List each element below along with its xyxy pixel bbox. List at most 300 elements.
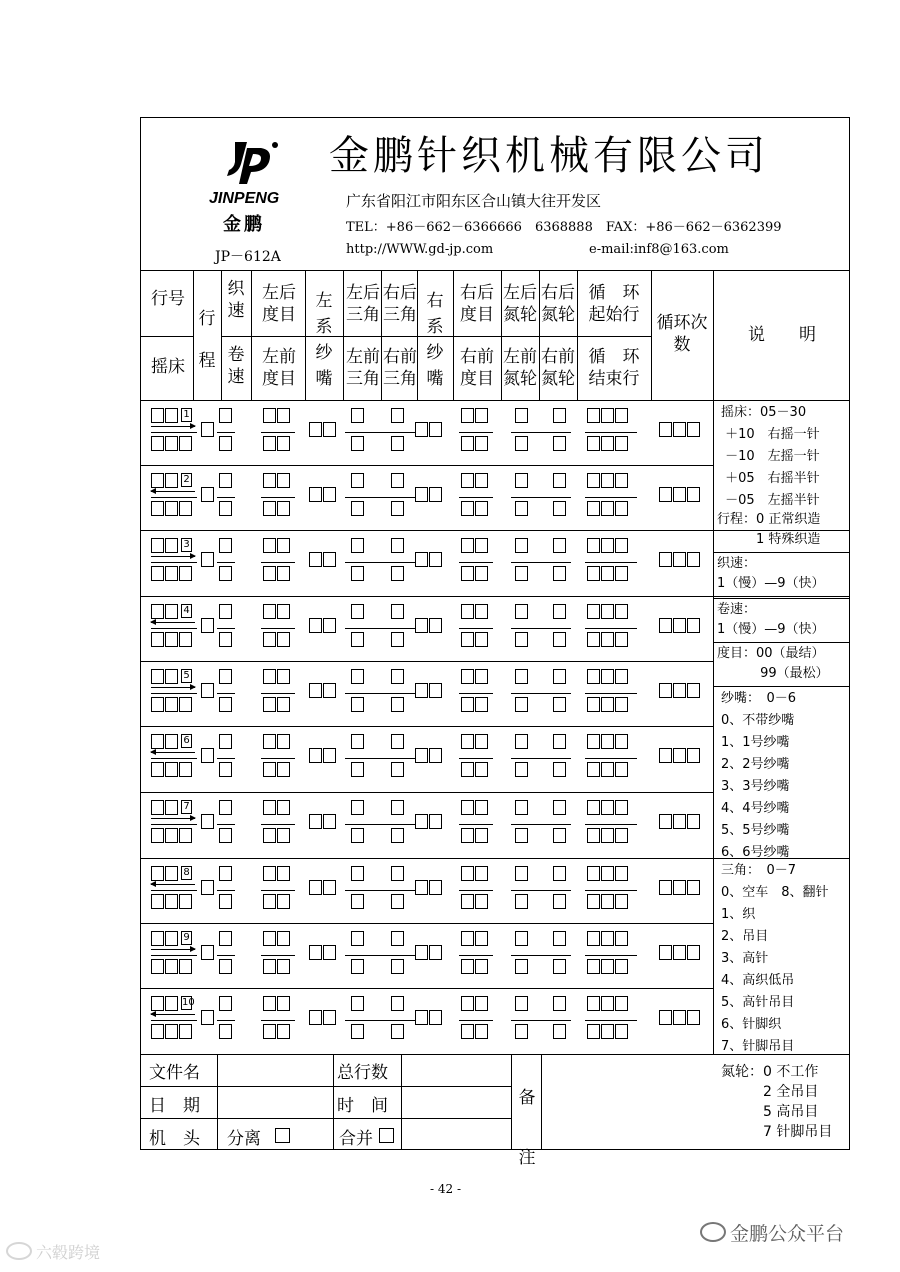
loop-start-boxes[interactable]: [587, 996, 629, 1011]
roll-speed-box[interactable]: [219, 959, 233, 974]
shaker-boxes[interactable]: [151, 828, 193, 843]
entry-box[interactable]: [309, 422, 322, 437]
entry-box[interactable]: [263, 734, 276, 749]
entry-box[interactable]: [391, 632, 404, 647]
row-number-boxes[interactable]: [151, 473, 179, 488]
entry-box[interactable]: [553, 959, 566, 974]
entry-box[interactable]: [475, 697, 488, 712]
entry-box[interactable]: [659, 945, 672, 960]
entry-box[interactable]: [429, 683, 442, 698]
entry-box[interactable]: [601, 501, 614, 516]
loop-end-boxes[interactable]: [587, 566, 629, 581]
right-front-cam-box[interactable]: [391, 894, 405, 909]
left-back-density-boxes[interactable]: [263, 931, 291, 946]
entry-box[interactable]: [391, 408, 404, 423]
loop-end-boxes[interactable]: [587, 632, 629, 647]
entry-box[interactable]: [151, 734, 164, 749]
shaker-boxes[interactable]: [151, 566, 193, 581]
entry-box[interactable]: [515, 473, 528, 488]
entry-box[interactable]: [659, 618, 672, 633]
entry-box[interactable]: [415, 422, 428, 437]
left-front-cam-box[interactable]: [351, 828, 365, 843]
right-back-nitrogen-box[interactable]: [553, 473, 567, 488]
entry-box[interactable]: [219, 931, 232, 946]
entry-box[interactable]: [601, 566, 614, 581]
entry-box[interactable]: [263, 632, 276, 647]
entry-box[interactable]: [219, 1024, 232, 1039]
entry-box[interactable]: [165, 436, 178, 451]
entry-box[interactable]: [553, 800, 566, 815]
entry-box[interactable]: [179, 566, 192, 581]
entry-box[interactable]: [587, 762, 600, 777]
entry-box[interactable]: [515, 828, 528, 843]
entry-box[interactable]: [263, 762, 276, 777]
left-yarn-boxes[interactable]: [309, 552, 337, 567]
loop-count-boxes[interactable]: [659, 814, 701, 829]
entry-box[interactable]: [587, 566, 600, 581]
entry-box[interactable]: [687, 880, 700, 895]
entry-box[interactable]: [351, 697, 364, 712]
entry-box[interactable]: [475, 800, 488, 815]
left-back-cam-box[interactable]: [351, 538, 365, 553]
entry-box[interactable]: [151, 959, 164, 974]
entry-box[interactable]: [151, 566, 164, 581]
entry-box[interactable]: [461, 566, 474, 581]
entry-box[interactable]: [391, 762, 404, 777]
left-front-nitrogen-box[interactable]: [515, 632, 529, 647]
entry-box[interactable]: [615, 894, 628, 909]
right-back-nitrogen-box[interactable]: [553, 931, 567, 946]
loop-end-boxes[interactable]: [587, 501, 629, 516]
right-front-cam-box[interactable]: [391, 762, 405, 777]
entry-box[interactable]: [165, 931, 178, 946]
entry-box[interactable]: [323, 552, 336, 567]
shaker-boxes[interactable]: [151, 894, 193, 909]
entry-box[interactable]: [687, 552, 700, 567]
entry-box[interactable]: [615, 697, 628, 712]
entry-box[interactable]: [263, 408, 276, 423]
entry-box[interactable]: [515, 931, 528, 946]
right-front-cam-box[interactable]: [391, 697, 405, 712]
right-back-nitrogen-box[interactable]: [553, 734, 567, 749]
entry-box[interactable]: [277, 959, 290, 974]
entry-box[interactable]: [515, 1024, 528, 1039]
entry-box[interactable]: [515, 501, 528, 516]
entry-box[interactable]: [151, 632, 164, 647]
entry-box[interactable]: [179, 632, 192, 647]
entry-box[interactable]: [587, 800, 600, 815]
entry-box[interactable]: [391, 828, 404, 843]
right-yarn-boxes[interactable]: [415, 618, 443, 633]
entry-box[interactable]: [391, 436, 404, 451]
entry-box[interactable]: [263, 800, 276, 815]
entry-box[interactable]: [179, 894, 192, 909]
row-number-boxes[interactable]: [151, 734, 179, 749]
entry-box[interactable]: [587, 828, 600, 843]
entry-box[interactable]: [461, 800, 474, 815]
entry-box[interactable]: [687, 487, 700, 502]
entry-box[interactable]: [553, 669, 566, 684]
right-back-cam-box[interactable]: [391, 931, 405, 946]
entry-box[interactable]: [601, 866, 614, 881]
entry-box[interactable]: [673, 683, 686, 698]
entry-box[interactable]: [461, 697, 474, 712]
entry-box[interactable]: [165, 800, 178, 815]
entry-box[interactable]: [391, 996, 404, 1011]
entry-box[interactable]: [659, 683, 672, 698]
right-front-nitrogen-box[interactable]: [553, 959, 567, 974]
shaker-boxes[interactable]: [151, 762, 193, 777]
entry-box[interactable]: [165, 1024, 178, 1039]
entry-box[interactable]: [615, 473, 628, 488]
entry-box[interactable]: [277, 473, 290, 488]
left-back-cam-box[interactable]: [351, 408, 365, 423]
entry-box[interactable]: [461, 604, 474, 619]
entry-box[interactable]: [151, 669, 164, 684]
entry-box[interactable]: [587, 894, 600, 909]
entry-box[interactable]: [461, 1024, 474, 1039]
left-yarn-boxes[interactable]: [309, 945, 337, 960]
left-yarn-boxes[interactable]: [309, 618, 337, 633]
entry-box[interactable]: [475, 501, 488, 516]
left-front-nitrogen-box[interactable]: [515, 697, 529, 712]
entry-box[interactable]: [475, 734, 488, 749]
entry-box[interactable]: [309, 552, 322, 567]
entry-box[interactable]: [263, 697, 276, 712]
loop-start-boxes[interactable]: [587, 669, 629, 684]
entry-box[interactable]: [515, 800, 528, 815]
entry-box[interactable]: [461, 866, 474, 881]
knit-speed-box[interactable]: [219, 473, 233, 488]
entry-box[interactable]: [263, 931, 276, 946]
entry-box[interactable]: [391, 501, 404, 516]
entry-box[interactable]: [323, 945, 336, 960]
right-front-cam-box[interactable]: [391, 501, 405, 516]
row-number-boxes[interactable]: [151, 604, 179, 619]
roll-speed-box[interactable]: [219, 566, 233, 581]
left-front-cam-box[interactable]: [351, 436, 365, 451]
loop-end-boxes[interactable]: [587, 894, 629, 909]
right-back-density-boxes[interactable]: [461, 996, 489, 1011]
entry-box[interactable]: [461, 894, 474, 909]
entry-box[interactable]: [687, 422, 700, 437]
entry-box[interactable]: [587, 604, 600, 619]
left-front-nitrogen-box[interactable]: [515, 1024, 529, 1039]
entry-box[interactable]: [263, 473, 276, 488]
entry-box[interactable]: [687, 814, 700, 829]
loop-count-boxes[interactable]: [659, 683, 701, 698]
entry-box[interactable]: [553, 996, 566, 1011]
company-website[interactable]: http://WWW.gd-jp.com: [346, 242, 494, 257]
entry-box[interactable]: [219, 408, 232, 423]
entry-box[interactable]: [429, 1010, 442, 1025]
right-back-nitrogen-box[interactable]: [553, 538, 567, 553]
entry-box[interactable]: [687, 683, 700, 698]
entry-box[interactable]: [553, 762, 566, 777]
stroke-box[interactable]: [201, 945, 215, 960]
roll-speed-box[interactable]: [219, 632, 233, 647]
entry-box[interactable]: [601, 408, 614, 423]
entry-box[interactable]: [277, 501, 290, 516]
right-back-density-boxes[interactable]: [461, 931, 489, 946]
entry-box[interactable]: [615, 800, 628, 815]
entry-box[interactable]: [277, 669, 290, 684]
left-back-nitrogen-box[interactable]: [515, 996, 529, 1011]
entry-box[interactable]: [461, 734, 474, 749]
right-front-cam-box[interactable]: [391, 1024, 405, 1039]
entry-box[interactable]: [165, 538, 178, 553]
entry-box[interactable]: [323, 748, 336, 763]
entry-box[interactable]: [515, 959, 528, 974]
left-front-density-boxes[interactable]: [263, 566, 291, 581]
left-front-density-boxes[interactable]: [263, 894, 291, 909]
entry-box[interactable]: [179, 762, 192, 777]
knit-speed-box[interactable]: [219, 408, 233, 423]
entry-box[interactable]: [179, 697, 192, 712]
loop-end-boxes[interactable]: [587, 762, 629, 777]
right-yarn-boxes[interactable]: [415, 552, 443, 567]
entry-box[interactable]: [587, 996, 600, 1011]
entry-box[interactable]: [615, 1024, 628, 1039]
entry-box[interactable]: [615, 959, 628, 974]
entry-box[interactable]: [151, 894, 164, 909]
entry-box[interactable]: [601, 828, 614, 843]
entry-box[interactable]: [601, 697, 614, 712]
entry-box[interactable]: [351, 473, 364, 488]
entry-box[interactable]: [553, 538, 566, 553]
entry-box[interactable]: [687, 748, 700, 763]
entry-box[interactable]: [391, 734, 404, 749]
left-back-density-boxes[interactable]: [263, 408, 291, 423]
entry-box[interactable]: [553, 436, 566, 451]
entry-box[interactable]: [475, 931, 488, 946]
entry-box[interactable]: [415, 1010, 428, 1025]
entry-box[interactable]: [351, 501, 364, 516]
entry-box[interactable]: [553, 408, 566, 423]
left-back-density-boxes[interactable]: [263, 669, 291, 684]
entry-box[interactable]: [351, 566, 364, 581]
entry-box[interactable]: [201, 945, 214, 960]
entry-box[interactable]: [151, 473, 164, 488]
entry-box[interactable]: [391, 566, 404, 581]
right-front-cam-box[interactable]: [391, 436, 405, 451]
knit-speed-box[interactable]: [219, 734, 233, 749]
right-front-cam-box[interactable]: [391, 566, 405, 581]
left-back-density-boxes[interactable]: [263, 866, 291, 881]
loop-count-boxes[interactable]: [659, 945, 701, 960]
entry-box[interactable]: [553, 501, 566, 516]
left-front-nitrogen-box[interactable]: [515, 762, 529, 777]
left-front-nitrogen-box[interactable]: [515, 894, 529, 909]
entry-box[interactable]: [351, 604, 364, 619]
entry-box[interactable]: [429, 422, 442, 437]
entry-box[interactable]: [165, 734, 178, 749]
entry-box[interactable]: [475, 538, 488, 553]
roll-speed-box[interactable]: [219, 762, 233, 777]
entry-box[interactable]: [515, 669, 528, 684]
entry-box[interactable]: [615, 408, 628, 423]
entry-box[interactable]: [151, 931, 164, 946]
entry-box[interactable]: [587, 408, 600, 423]
entry-box[interactable]: [475, 566, 488, 581]
right-back-cam-box[interactable]: [391, 866, 405, 881]
entry-box[interactable]: [391, 800, 404, 815]
entry-box[interactable]: [391, 931, 404, 946]
entry-box[interactable]: [263, 669, 276, 684]
entry-box[interactable]: [659, 1010, 672, 1025]
left-front-density-boxes[interactable]: [263, 1024, 291, 1039]
right-back-density-boxes[interactable]: [461, 473, 489, 488]
left-front-nitrogen-box[interactable]: [515, 959, 529, 974]
entry-box[interactable]: [151, 604, 164, 619]
entry-box[interactable]: [151, 697, 164, 712]
left-front-cam-box[interactable]: [351, 959, 365, 974]
right-front-density-boxes[interactable]: [461, 959, 489, 974]
entry-box[interactable]: [601, 931, 614, 946]
entry-box[interactable]: [351, 996, 364, 1011]
entry-box[interactable]: [391, 538, 404, 553]
entry-box[interactable]: [263, 1024, 276, 1039]
right-back-density-boxes[interactable]: [461, 800, 489, 815]
row-number-boxes[interactable]: [151, 996, 179, 1011]
entry-box[interactable]: [475, 762, 488, 777]
right-front-cam-box[interactable]: [391, 828, 405, 843]
entry-box[interactable]: [687, 1010, 700, 1025]
entry-box[interactable]: [553, 866, 566, 881]
loop-end-boxes[interactable]: [587, 697, 629, 712]
entry-box[interactable]: [219, 538, 232, 553]
knit-speed-box[interactable]: [219, 604, 233, 619]
entry-box[interactable]: [553, 1024, 566, 1039]
entry-box[interactable]: [415, 945, 428, 960]
entry-box[interactable]: [219, 501, 232, 516]
left-front-density-boxes[interactable]: [263, 697, 291, 712]
entry-box[interactable]: [587, 632, 600, 647]
entry-box[interactable]: [601, 632, 614, 647]
left-yarn-boxes[interactable]: [309, 487, 337, 502]
entry-box[interactable]: [151, 800, 164, 815]
roll-speed-box[interactable]: [219, 697, 233, 712]
entry-box[interactable]: [351, 959, 364, 974]
entry-box[interactable]: [219, 762, 232, 777]
entry-box[interactable]: [553, 604, 566, 619]
shaker-boxes[interactable]: [151, 1024, 193, 1039]
entry-box[interactable]: [263, 501, 276, 516]
right-back-nitrogen-box[interactable]: [553, 669, 567, 684]
entry-box[interactable]: [351, 828, 364, 843]
entry-box[interactable]: [323, 422, 336, 437]
entry-box[interactable]: [309, 880, 322, 895]
entry-box[interactable]: [415, 552, 428, 567]
entry-box[interactable]: [219, 800, 232, 815]
entry-box[interactable]: [601, 473, 614, 488]
right-back-cam-box[interactable]: [391, 604, 405, 619]
left-front-density-boxes[interactable]: [263, 828, 291, 843]
entry-box[interactable]: [263, 894, 276, 909]
merge-checkbox[interactable]: [379, 1128, 394, 1143]
entry-box[interactable]: [351, 894, 364, 909]
stroke-box[interactable]: [201, 618, 215, 633]
right-back-cam-box[interactable]: [391, 408, 405, 423]
entry-box[interactable]: [673, 945, 686, 960]
entry-box[interactable]: [351, 538, 364, 553]
left-front-nitrogen-box[interactable]: [515, 501, 529, 516]
entry-box[interactable]: [151, 501, 164, 516]
entry-box[interactable]: [151, 538, 164, 553]
right-back-density-boxes[interactable]: [461, 604, 489, 619]
entry-box[interactable]: [553, 473, 566, 488]
entry-box[interactable]: [461, 436, 474, 451]
stroke-box[interactable]: [201, 880, 215, 895]
entry-box[interactable]: [351, 632, 364, 647]
left-front-cam-box[interactable]: [351, 566, 365, 581]
entry-box[interactable]: [461, 501, 474, 516]
entry-box[interactable]: [351, 800, 364, 815]
knit-speed-box[interactable]: [219, 996, 233, 1011]
left-back-nitrogen-box[interactable]: [515, 408, 529, 423]
loop-count-boxes[interactable]: [659, 748, 701, 763]
entry-box[interactable]: [601, 604, 614, 619]
left-front-cam-box[interactable]: [351, 762, 365, 777]
entry-box[interactable]: [587, 959, 600, 974]
right-back-cam-box[interactable]: [391, 996, 405, 1011]
left-back-cam-box[interactable]: [351, 996, 365, 1011]
entry-box[interactable]: [515, 866, 528, 881]
roll-speed-box[interactable]: [219, 1024, 233, 1039]
entry-box[interactable]: [415, 487, 428, 502]
loop-count-boxes[interactable]: [659, 1010, 701, 1025]
entry-box[interactable]: [515, 604, 528, 619]
entry-box[interactable]: [151, 436, 164, 451]
left-front-density-boxes[interactable]: [263, 501, 291, 516]
entry-box[interactable]: [515, 734, 528, 749]
stroke-box[interactable]: [201, 552, 215, 567]
entry-box[interactable]: [515, 436, 528, 451]
entry-box[interactable]: [263, 604, 276, 619]
loop-end-boxes[interactable]: [587, 828, 629, 843]
knit-speed-box[interactable]: [219, 538, 233, 553]
entry-box[interactable]: [673, 552, 686, 567]
right-front-density-boxes[interactable]: [461, 697, 489, 712]
separate-checkbox[interactable]: [275, 1128, 290, 1143]
entry-box[interactable]: [415, 748, 428, 763]
right-back-cam-box[interactable]: [391, 473, 405, 488]
entry-box[interactable]: [263, 866, 276, 881]
entry-box[interactable]: [429, 748, 442, 763]
entry-box[interactable]: [219, 828, 232, 843]
entry-box[interactable]: [277, 566, 290, 581]
entry-box[interactable]: [165, 566, 178, 581]
left-back-density-boxes[interactable]: [263, 604, 291, 619]
entry-box[interactable]: [323, 487, 336, 502]
entry-box[interactable]: [277, 734, 290, 749]
right-front-nitrogen-box[interactable]: [553, 566, 567, 581]
entry-box[interactable]: [687, 618, 700, 633]
row-number-boxes[interactable]: [151, 800, 179, 815]
entry-box[interactable]: [461, 408, 474, 423]
left-back-cam-box[interactable]: [351, 473, 365, 488]
right-back-density-boxes[interactable]: [461, 866, 489, 881]
right-back-density-boxes[interactable]: [461, 734, 489, 749]
entry-box[interactable]: [323, 683, 336, 698]
left-back-density-boxes[interactable]: [263, 538, 291, 553]
right-front-nitrogen-box[interactable]: [553, 697, 567, 712]
entry-box[interactable]: [475, 604, 488, 619]
entry-box[interactable]: [515, 632, 528, 647]
entry-box[interactable]: [151, 866, 164, 881]
entry-box[interactable]: [601, 762, 614, 777]
loop-start-boxes[interactable]: [587, 408, 629, 423]
